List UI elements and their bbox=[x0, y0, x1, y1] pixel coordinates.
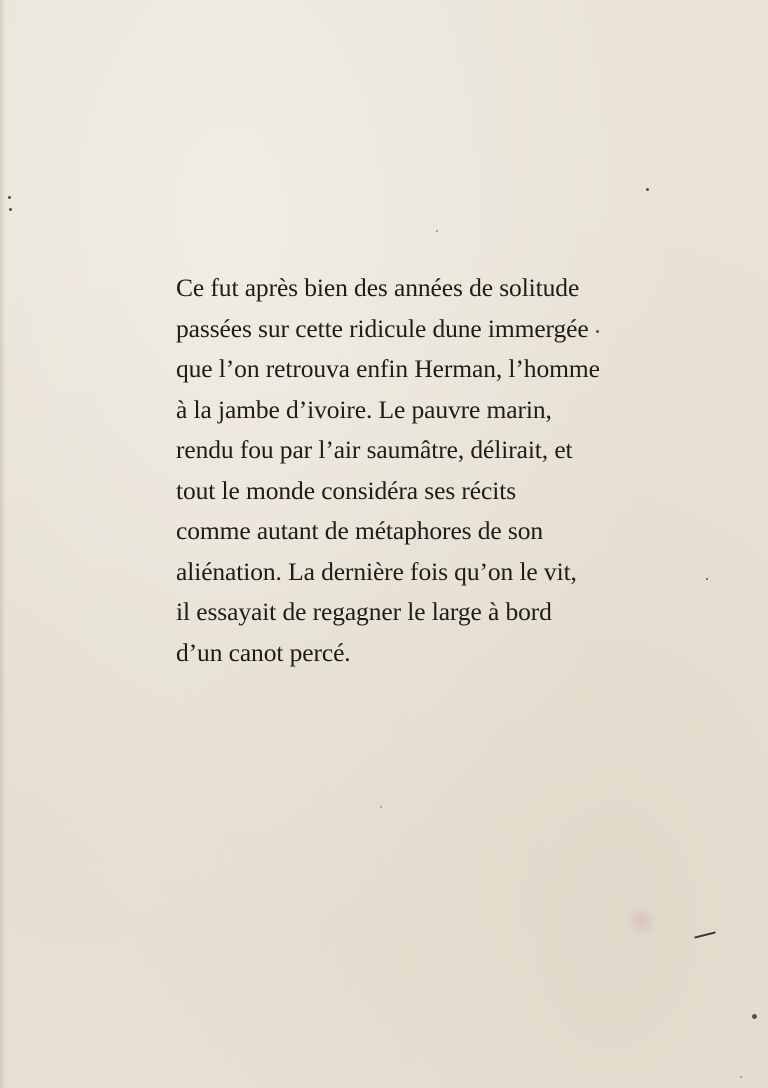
passage-line: il essayait de regagner le large à bord bbox=[176, 597, 552, 626]
paper-speck bbox=[646, 188, 649, 191]
passage-line: comme autant de métaphores de son bbox=[176, 516, 544, 545]
paper-scratch bbox=[694, 931, 716, 938]
passage-line: d’un canot percé. bbox=[176, 637, 351, 667]
passage-line: aliénation. La dernière fois qu’on le vit, bbox=[176, 556, 577, 586]
paper-speck bbox=[436, 230, 438, 232]
page-edge-shadow bbox=[0, 0, 6, 1088]
passage-text bbox=[176, 268, 636, 673]
paper-speck bbox=[740, 1076, 742, 1078]
passage-line: que l’on retrouva enfin Herman, l’homme bbox=[176, 354, 600, 383]
passage-line: passées sur cette ridicule dune immergée bbox=[176, 313, 589, 343]
paper-speck bbox=[752, 1014, 757, 1019]
passage-line: rendu fou par l’air saumâtre, délirait, et bbox=[176, 435, 573, 464]
paper-speck bbox=[380, 806, 382, 808]
paper-stain bbox=[624, 906, 660, 936]
paper-speck bbox=[9, 208, 12, 211]
passage-line: à la jambe d’ivoire. Le pauvre marin, bbox=[176, 394, 552, 424]
passage-line: Ce fut après bien des années de solitude bbox=[176, 273, 580, 302]
passage-line: tout le monde considéra ses récits bbox=[176, 475, 517, 505]
paper-speck bbox=[8, 196, 11, 199]
paper-speck bbox=[706, 578, 708, 580]
